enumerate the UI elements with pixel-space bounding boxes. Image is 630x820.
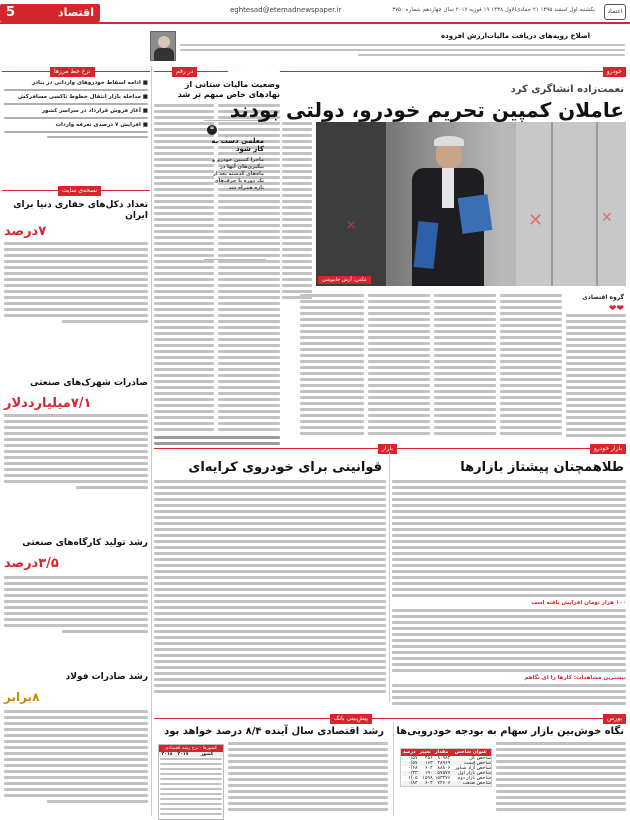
lead-body-1 bbox=[566, 314, 626, 442]
stock-cell: ۶۰۴ bbox=[424, 766, 433, 771]
bullet-4: ■ افزایش ۷ درصدی تعرفه واردات bbox=[55, 122, 148, 128]
quote-box bbox=[204, 120, 266, 260]
stock-header-name: عنوان شاخص bbox=[454, 750, 487, 755]
bullet-1: ■ ادامه اسقاط خودروهای وارداتی در بنادر bbox=[32, 80, 148, 86]
forecast-header-2017: ۲۰۱۷ bbox=[177, 752, 189, 757]
bullet-3: ■ آغاز فروش قرارداد در سراسر کشور bbox=[41, 108, 148, 114]
quote-text: ماجرا کمپین خودرو و پیگیری‌های آنها در ماه‌های گذشته بعد از یک دوره با حرف‌های تازه همراه شد bbox=[212, 157, 264, 191]
sidebar-story-3-stat: ۳/۵درصد bbox=[4, 556, 59, 571]
stock-cell: ۱/۰۵ bbox=[408, 776, 418, 781]
mid-title-a: طلاهمچنان پیشتاز بازارها bbox=[460, 460, 624, 475]
mid-highlight-b: بیشترین مشاهدات: کارها را ای نگاهم bbox=[524, 675, 626, 681]
stock-cell: ۸۰۹۸۳ bbox=[437, 756, 451, 761]
mid-divider bbox=[389, 452, 390, 702]
stock-cell: شاخص قیمت bbox=[463, 761, 491, 766]
stock-header-change: تغییر bbox=[419, 750, 431, 755]
quote-icon: ❝ bbox=[207, 125, 217, 135]
stock-header-percent: درصد bbox=[402, 750, 416, 755]
lead-body-6 bbox=[282, 122, 312, 440]
bottom-tag-a: بورس bbox=[603, 714, 626, 724]
lead-rule bbox=[280, 71, 626, 72]
bottom-rule bbox=[154, 718, 626, 719]
tax-story-title: وضعیت مالیات ستانی از نهادهای خاص مبهم تر شد bbox=[177, 80, 280, 99]
stock-cell: ۲۸۹۶۹ bbox=[437, 761, 451, 766]
section-name: اقتصاد bbox=[57, 6, 94, 19]
bottom-title-b: رشد اقتصادی سال آینده ۸/۴ درصد خواهد بود bbox=[164, 726, 384, 737]
sidebar-story-1-title: تعداد دکل‌های حفاری دنیا برای ایران bbox=[13, 200, 148, 221]
stock-cell: شاخص بازار دوم bbox=[457, 776, 491, 781]
stock-cell: ۱۹۰ bbox=[424, 771, 433, 776]
tax-tag: در رقم bbox=[172, 67, 197, 77]
issue-line: یکشنبه اول اسفند ۱۳۹۵ ۲۱ جمادی‌الاول ۱۴۳۸ ۱۹ فوریه ۲۰۱۷ سال چهاردهم شماره ۳۷۵۰ bbox=[392, 7, 595, 13]
mid-tag-a: بازار خودرو bbox=[590, 444, 626, 454]
lead-body-2 bbox=[500, 294, 562, 440]
sidebar-tag-1: نرخ‌ خط‌ مرزها bbox=[50, 67, 95, 77]
stock-cell: شاخص صنعت bbox=[462, 781, 491, 786]
sidebar-story-2-title: صادرات شهرک‌های صنعتی bbox=[30, 378, 148, 388]
quote-title: معلمی دست به کار شود bbox=[211, 137, 264, 153]
sidebar-story-1-stat: ۷درصد bbox=[4, 224, 47, 239]
sidebar-story-4-stat: ۸برابر bbox=[4, 690, 40, 704]
lead-body-4 bbox=[368, 294, 430, 440]
stock-cell: ۸۸۸۰۶ bbox=[437, 766, 451, 771]
forecast-header-country: کشور bbox=[200, 752, 214, 757]
sidebar-story-3-body bbox=[4, 576, 148, 636]
bottom-divider bbox=[393, 722, 394, 816]
sidebar-story-2-body bbox=[4, 414, 148, 492]
stock-table bbox=[400, 748, 492, 787]
section-label-box bbox=[0, 4, 100, 22]
stock-cell: ۵۷۵۷۷ bbox=[437, 771, 451, 776]
sidebar-divider bbox=[151, 66, 152, 816]
lead-body-3 bbox=[434, 294, 496, 440]
forecast-table bbox=[158, 744, 224, 820]
mid-body-a bbox=[392, 480, 626, 700]
lead-hearts: ❤❤ bbox=[608, 304, 624, 314]
stock-cell: ۷۳۶۰۶ bbox=[437, 781, 451, 786]
stock-header-value: مقدار bbox=[434, 750, 449, 755]
stock-cell: ۰/۳۳ bbox=[408, 771, 418, 776]
stock-cell: شاخص بازار اول bbox=[457, 771, 491, 776]
lead-title: عاملان کمپین تحریم خودرو، دولتی بودند bbox=[229, 98, 624, 122]
table-row bbox=[401, 781, 492, 787]
mid-tag-b: بازار bbox=[378, 444, 397, 454]
sidebar-story-2-stat: ۷/۱میلیارددلار bbox=[4, 396, 92, 411]
sidebar-story-3-title: رشد تولید کارگاه‌های صنعتی bbox=[22, 538, 148, 548]
bottom-body-a bbox=[496, 742, 626, 816]
lead-photo: ✕ ✕ ✕ bbox=[316, 122, 626, 286]
column-title: اصلاح رویه‌های دریافت مالیات‌ارزش افزوده bbox=[441, 32, 590, 40]
stock-cell: ۴۵۶ bbox=[424, 756, 433, 761]
column-text bbox=[180, 44, 625, 59]
stock-cell: ۰/۵۷ bbox=[408, 756, 418, 761]
column-portrait bbox=[150, 31, 176, 61]
page-number: 5 bbox=[6, 5, 16, 20]
lead-tag: خودرو bbox=[603, 67, 626, 77]
tax-story-body-c bbox=[154, 436, 280, 446]
stock-cell: ۱۵۳۲۷۶ bbox=[434, 776, 451, 781]
sidebar-story-1-body bbox=[4, 242, 148, 326]
bottom-body-b bbox=[228, 742, 388, 816]
photo-credit: عکس: آرش خاموشی bbox=[318, 276, 371, 284]
sidebar-bullets bbox=[4, 80, 148, 141]
stock-cell: شاخص کل bbox=[469, 756, 491, 761]
bottom-tag-b: پیش‌بینی بانک bbox=[330, 714, 372, 724]
stock-cell: ۰/۸۳ bbox=[408, 781, 418, 786]
sidebar-story-4-title: رشد صادرات فولاد bbox=[65, 672, 148, 682]
stock-cell: ۰/۶۸ bbox=[408, 766, 418, 771]
group-label: گروه اقتصادی bbox=[582, 294, 624, 301]
forecast-header-2018: ۲۰۱۸ bbox=[161, 752, 173, 757]
bullet-2: ■ مداخله بازار انتقال خطوط تاکسی مسافرکش bbox=[17, 94, 148, 100]
sidebar-story-4-body bbox=[4, 710, 148, 806]
email[interactable]: eghtesad@etemadnewspaper.ir bbox=[230, 6, 342, 14]
stock-cell: ۱۵۹۸ bbox=[422, 776, 433, 781]
sidebar-tag-2: نسخه‌ی سایت bbox=[58, 186, 101, 196]
newspaper-logo: اعتماد bbox=[604, 4, 626, 20]
mid-highlight-a: ۱۰۰ هزار تومان افزایش یافته است bbox=[531, 600, 626, 606]
bottom-title-a: نگاه خوش‌بین بازار سهام به بودجه خودرویی‌ها bbox=[396, 726, 624, 737]
forecast-title: کشورها - نرخ رشد اقتصادی bbox=[159, 745, 223, 752]
stock-cell: ۶۰۴ bbox=[424, 781, 433, 786]
mid-title-b: قوانینی برای خودروی کرایه‌ای bbox=[188, 460, 382, 475]
stock-cell: ۰/۵۷ bbox=[408, 761, 418, 766]
stock-cell: شاخص آزاد شناور bbox=[454, 766, 491, 771]
mid-body-b bbox=[154, 480, 386, 700]
stock-cell: ۱۶۳ bbox=[424, 761, 433, 766]
lead-kicker: نعمت‌زاده انشاگری کرد bbox=[510, 84, 624, 95]
